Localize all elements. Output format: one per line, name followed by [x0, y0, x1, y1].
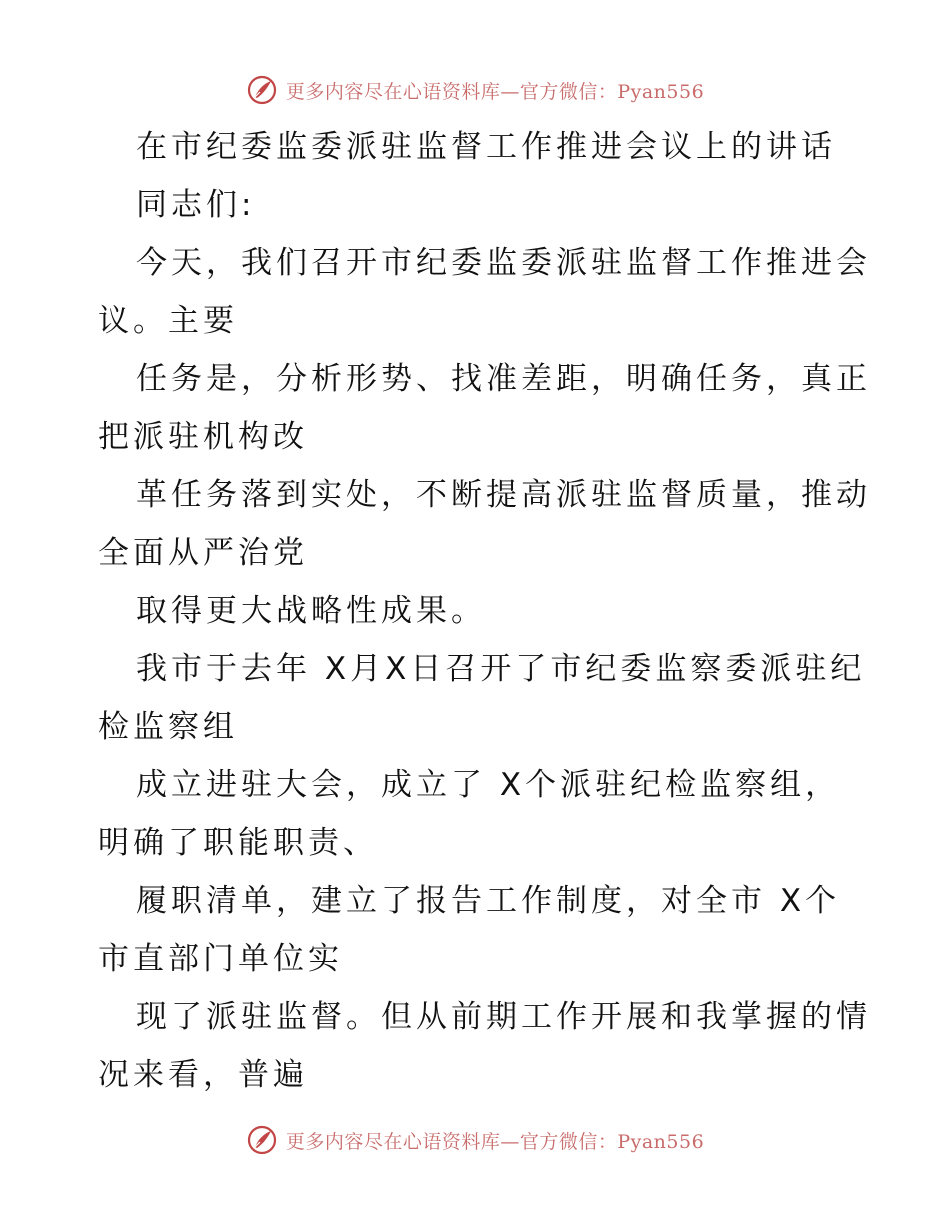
- text-line: 今天，我们召开市纪委监委派驻监督工作推进会: [136, 245, 871, 281]
- text-line: 把派驻机构改: [98, 419, 308, 455]
- text-line: 我市于去年 X月X日召开了市纪委监察委派驻纪: [136, 651, 866, 687]
- text-line: 取得更大战略性成果。: [136, 593, 486, 629]
- text-line: 况来看，普遍: [98, 1057, 308, 1093]
- document-body: [98, 118, 871, 1104]
- header-watermark: [0, 70, 950, 110]
- text-line: 革任务落到实处，不断提高派驻监督质量，推动: [136, 477, 871, 513]
- text-line: 在市纪委监委派驻监督工作推进会议上的讲话: [136, 129, 836, 165]
- text-line: 议。主要: [98, 303, 238, 339]
- text-line: 履职清单，建立了报告工作制度，对全市 X个: [136, 883, 841, 919]
- watermark-text: 更多内容尽在心语资料库—官方微信：Pyan556: [285, 1130, 705, 1153]
- text-line: 检监察组: [98, 709, 238, 745]
- text-line: 同志们:: [136, 187, 256, 223]
- text-line: 市直部门单位实: [98, 941, 343, 977]
- watermark-text: 更多内容尽在心语资料库—官方微信：Pyan556: [285, 80, 705, 103]
- quill-logo-icon: [246, 1124, 278, 1156]
- text-line: 任务是，分析形势、找准差距，明确任务，真正: [136, 361, 871, 397]
- text-line: 全面从严治党: [98, 535, 308, 571]
- text-line: 成立进驻大会，成立了 X个派驻纪检监察组，: [136, 767, 841, 803]
- footer-watermark: [0, 1120, 950, 1160]
- text-line: 现了派驻监督。但从前期工作开展和我掌握的情: [136, 999, 871, 1035]
- quill-logo-icon: [246, 74, 278, 106]
- text-line: 明确了职能职责、: [98, 825, 378, 861]
